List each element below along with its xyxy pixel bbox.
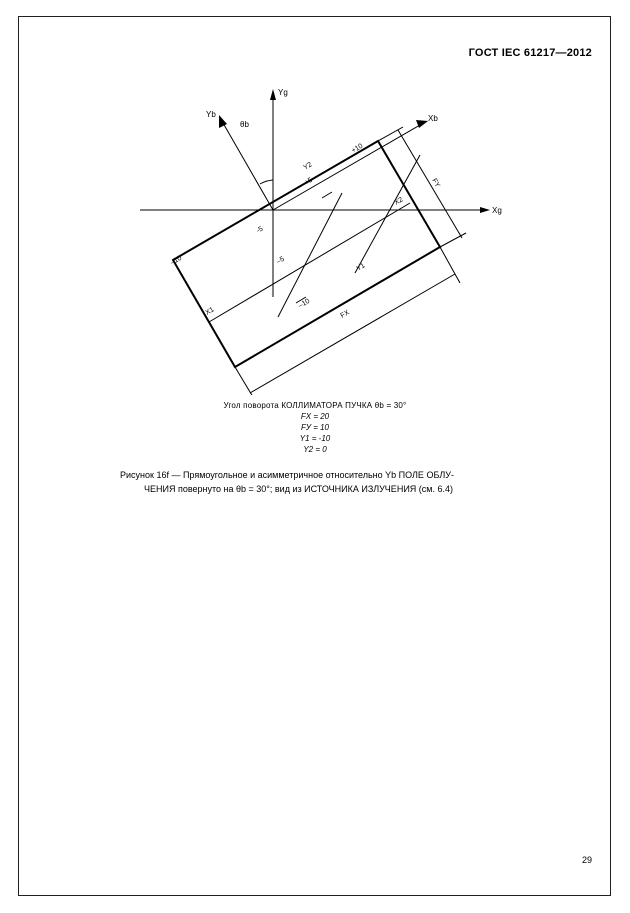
label-fy: FY [430,177,441,189]
caption-line-1: Угол поворота КОЛЛИМАТОРА ПУЧКА θb = 30° [223,401,407,410]
label-y2: Y2 [302,161,314,172]
label-fx: FX [339,309,351,320]
figure-caption-block [0,400,630,455]
rotation-angle-arc [260,180,273,184]
label-theta-b: θb [240,120,249,129]
label-plus5: +5 [303,176,314,187]
figure-diagram [110,75,530,395]
field-inner-line-3 [355,155,420,273]
label-plus10-top: +10 [350,142,365,155]
page-number: 29 [581,855,592,865]
axis-yb-line [223,123,273,210]
radiation-field-rect [173,141,440,367]
field-inner-line-2 [275,193,342,317]
label-yb: Yb [206,110,216,119]
figure-title-line-1: Рисунок 16f — Прямоугольное и асимметричное относительно Yb ПОЛЕ ОБЛУ- [120,470,454,480]
document-header: ГОСТ IEC 61217—2012 [468,47,592,59]
fy-ext-1 [378,127,403,141]
axis-xg-arrow [480,207,490,213]
axis-yb-arrow [219,115,227,128]
figure-title [120,468,540,496]
label-y1: Y1 [355,262,367,273]
fy-dim-line [398,130,462,238]
tick-2 [322,192,332,198]
fx-dim-line [250,274,455,393]
fx-ext-2 [440,247,460,283]
label-minus5: –5 [275,255,286,266]
label-x1: X1 [204,306,216,317]
label-yg: Yg [278,88,288,97]
label-xg: Xg [492,206,502,215]
fy-ext-2 [440,233,466,247]
axis-yg-arrow [270,89,276,100]
label-xb: Xb [428,114,438,123]
caption-line-3: FУ = 10 [300,423,329,432]
caption-line-5: Y2 = 0 [303,445,327,454]
caption-line-4: Y1 = -10 [299,434,331,443]
label-minus10-left: –10 [169,254,184,267]
figure-title-line-2: ЧЕНИЯ повернуто на θb = 30°; вид из ИСТОЧНИКА ИЗЛУЧЕНИЯ (см. 6.4) [144,484,453,494]
label-minus10-bottom: –10 [297,297,312,310]
label-x2: X2 [393,196,405,207]
caption-line-2: FX = 20 [300,412,330,421]
label-minus5-b: -5 [255,225,265,235]
